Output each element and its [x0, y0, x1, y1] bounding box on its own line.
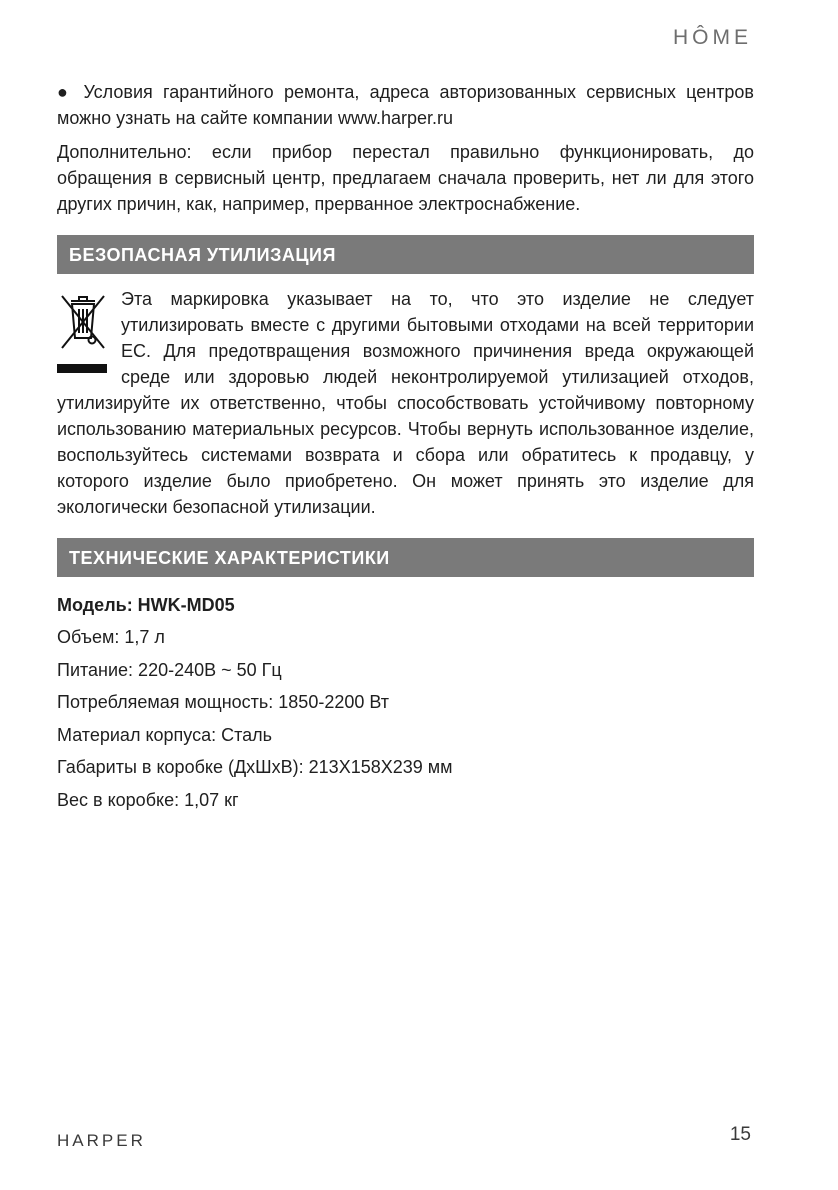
- crossed-out-wheelie-bin-icon: [57, 292, 109, 352]
- disposal-block: [57, 286, 754, 520]
- weee-symbol: [57, 292, 115, 373]
- brand-logo: HARPER: [57, 1131, 146, 1150]
- spec-power-supply: Питание: 220-240В ~ 50 Гц: [57, 659, 282, 680]
- spec-power-consumption: Потребляемая мощность: 1850-2200 Вт: [57, 692, 390, 712]
- specs-heading: ТЕХНИЧЕСКИЕ ХАРАКТЕРИСТИКИ: [57, 538, 754, 577]
- spec-model: Модель: HWK-MD05: [57, 595, 235, 615]
- spec-body-material: Материал корпуса: Сталь: [57, 724, 273, 745]
- disposal-text: Эта маркировка указывает на то, что это изделие не следует утилизировать вместе с другими бытовыми отходами на всей территории ЕС. Для предотвращения возможного причинения вреда окружающей среде или здоровью людей неконтролируемой утилизацией отходов, утилизируйте их ответственно, чтобы способствовать устойчивому повторному использованию материальных ресурсов. Чтобы вернуть использованное изделие, воспользуйтесь системами возврата и сбора или обратитесь к продавцу, у которого изделие было приобретено. Он может принять это изделие для экологически безопасной утилизации.: [57, 289, 754, 517]
- spec-box-weight: Вес в коробке: 1,07 кг: [57, 789, 239, 810]
- spec-box-dimensions: Габариты в коробке (ДхШхВ): 213Х158Х239 мм: [57, 757, 453, 777]
- spec-volume: Объем: 1,7 л: [57, 627, 165, 647]
- additional-note: Дополнительно: если прибор перестал правильно функционировать, до обращения в сервисный центр, предлагаем сначала проверить, нет ли для этого других причин, как, например, прерванное электроснабжение.: [57, 142, 754, 214]
- specs-list: [57, 589, 754, 816]
- disposal-heading: БЕЗОПАСНАЯ УТИЛИЗАЦИЯ: [57, 235, 754, 274]
- home-logo: HÔME: [673, 26, 752, 49]
- page-content: [57, 79, 754, 816]
- page-number: 15: [729, 1124, 751, 1145]
- warranty-bullet: ● Условия гарантийного ремонта, адреса авторизованных сервисных центров можно узнать на сайте компании www.harper.ru: [57, 82, 754, 128]
- weee-underline-bar: [57, 364, 107, 373]
